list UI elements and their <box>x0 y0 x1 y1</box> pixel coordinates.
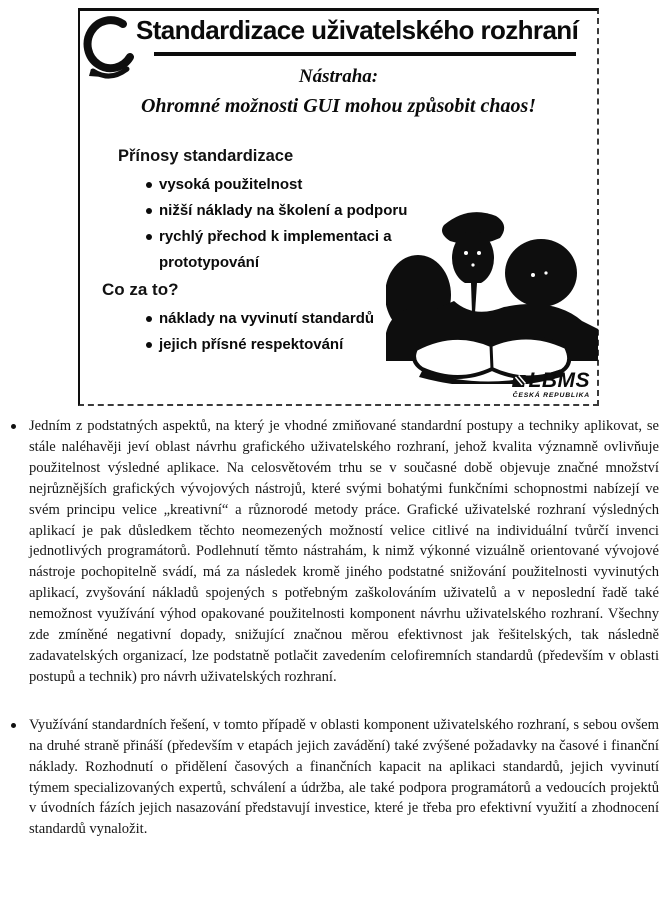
benefits-list <box>146 172 414 276</box>
bullet-icon <box>146 234 152 240</box>
lbms-name: LBMS <box>528 369 590 392</box>
bullet-icon <box>146 182 152 188</box>
benefits-heading: Přínosy standardizace <box>118 147 294 165</box>
lbms-mark-icon <box>511 373 527 389</box>
trap-label: Nástraha: <box>298 66 379 87</box>
bullet-icon <box>146 342 152 348</box>
benefit-item <box>146 224 414 276</box>
title-underline <box>154 52 576 56</box>
benefit-label: vysoká použitelnost <box>159 176 303 193</box>
costs-heading: Co za to? <box>102 280 179 299</box>
body-text-block <box>10 416 659 840</box>
bullet-icon <box>11 723 16 728</box>
benefit-item <box>146 198 414 224</box>
lbms-country: ČESKÁ REPUBLIKA <box>512 392 590 399</box>
paragraph-text: Využívání standardních řešení, v tomto případě v oblasti komponent uživatelského rozhraní, s sebou ovšem na druhé straně přináší (především v etapách jejich zavádění) také zvýšené požadavky na časové i finanční náklady. Rozhodnutí o přidělení časových a finančních kapacit na aplikaci standardů, jejich vyvinutí týmem specializovaných expertů, schválení a údržba, ale také podpora programátorů a vedoucích projektů v úvodních fázích jejich nasazování představují investice, které je třeba pro efektivní využití a zhodnocení standardů vynaložit. <box>29 716 659 838</box>
benefit-label: rychlý přechod k implementaci a prototypování <box>159 228 392 271</box>
lbms-logo <box>480 371 590 399</box>
benefit-item <box>146 172 414 198</box>
cost-label: náklady na vyvinutí standardů <box>159 310 375 327</box>
team-discussion-illustration <box>386 203 598 384</box>
slide-title: Standardizace uživatelského rozhraní <box>136 15 579 45</box>
trap-warning-text: Ohromné možnosti GUI mohou způsobit chaos! <box>140 95 537 117</box>
bullet-icon <box>146 316 152 322</box>
paragraph-standards-benefits <box>10 416 659 688</box>
cost-label: jejich přísné respektování <box>159 336 344 353</box>
bullet-icon <box>146 208 152 214</box>
slide-panel <box>78 8 599 406</box>
bullet-icon <box>11 424 16 429</box>
paragraph-text: Jedním z podstatných aspektů, na který je vhodné zmiňované standardní postupy a techniky aplikovat, se stále naléhavěji jeví oblast návrhu grafického uživatelského rozhraní, jehož kvalita významně ovlivňuje použitelnost výsledné aplikace. Na celosvětovém trhu se v současné době objevuje značné množství nejrůznějších grafických vývojových nástrojů, které svými bohatými funkčními schopnostmi nabízejí ve svém principu velice „kreativní“ a různorodé metody práce. Grafické uživatelské rozhraní výsledných aplikací je pak důsledkem těchto neomezených možností velice citlivé na individuální tvůrčí invenci jednotlivých programátorů. Podlehnutí těmto nástrahám, k nimž výkonné vizuálně orientované vývojové nástroje pochopitelně svádí, má za následek kromě jiného podstatné snižování použitelnosti vyvinutých aplikací, zvyšování nákladů spojených s potřebným zaškolováním uživatelů a v neposlední řadě také nemožnost využívání výhod opakované použitelnosti komponent návrhu uživatelského rozhraní. Všechny zde zmíněné negativní dopady, snižující značnou měrou efektivnost jak řešitelských, tak následně zadavatelských organizací, lze podstatně potlačit zavedením celofiremních standardů (především v oblasti postupů a technik) pro návrh uživatelských rozhraní. <box>29 418 659 685</box>
benefit-label: nižší náklady na školení a podporu <box>159 202 408 219</box>
paragraph-standards-costs <box>10 715 659 840</box>
